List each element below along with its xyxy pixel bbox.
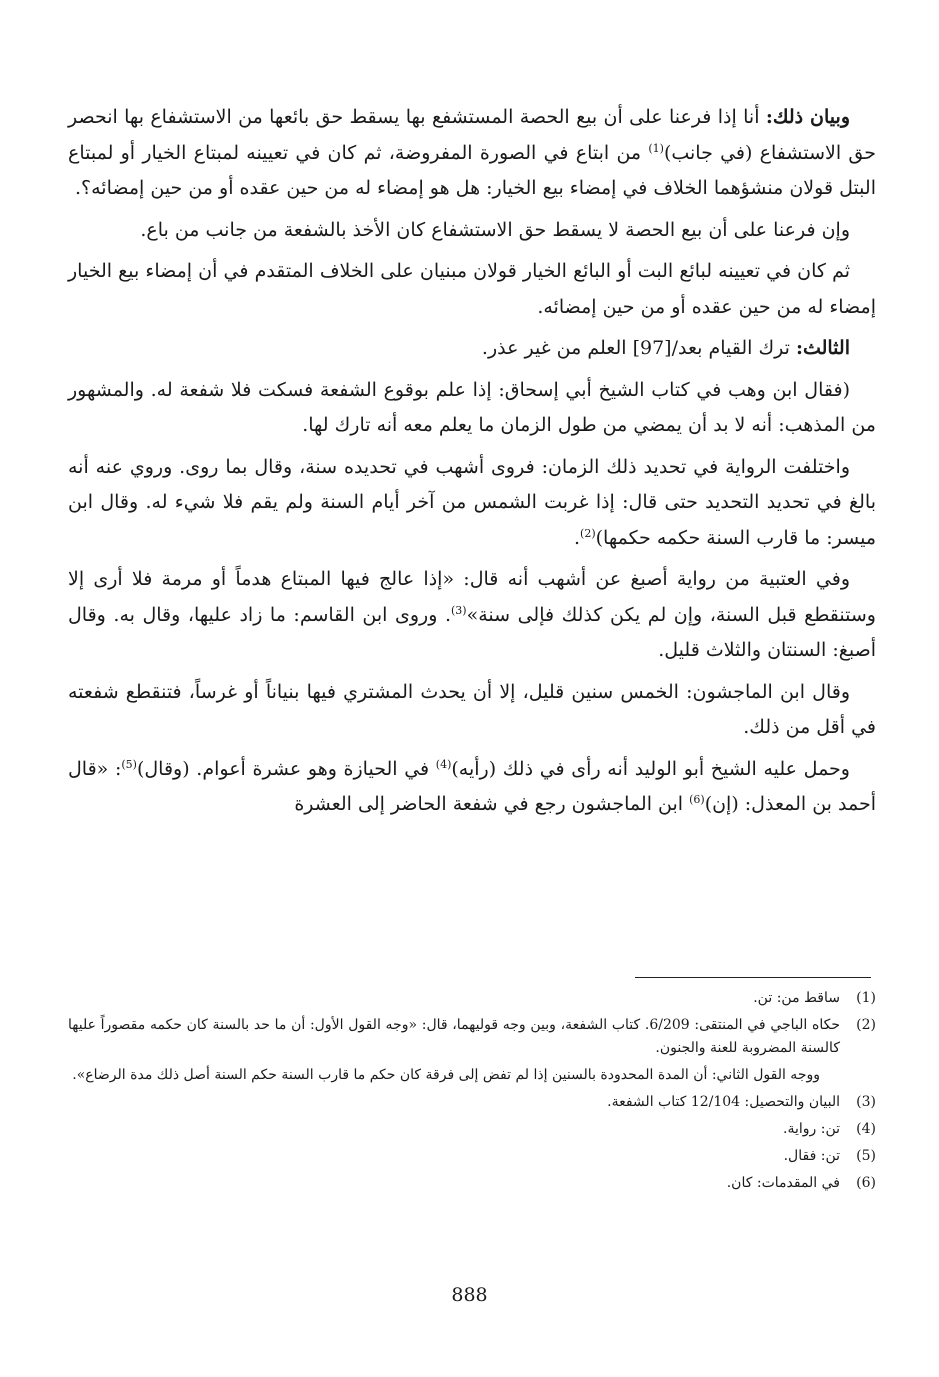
paragraph-5: (فقال ابن وهب في كتاب الشيخ أبي إسحاق: إذا علم بوقوع الشفعة فسكت فلا شفعة له. والمشهور من المذهب: أنه لا بد أن يمضي من طول الزمان ما يعلم معه أنه تارك لها. <box>68 378 876 436</box>
paragraph-6: واختلفت الرواية في تحديد ذلك الزمان: فروى أشهب في تحديده سنة، وقال بما روى. وروي عنه أنه بالغ في تحديد التحديد حتى قال: إذا غربت الشمس من آخر أيام السنة ولم يقم فلا شيء له. وقال ابن ميسر: ما قارب السنة حكمه حكمها)$^{(2)}$. <box>68 455 876 549</box>
footnote-ref: (3) <box>450 603 467 617</box>
footnote-text: ساقط من: تن. <box>753 990 840 1006</box>
paragraph-9: وحمل عليه الشيخ أبو الوليد أنه رأى في ذلك (رأيه)$^{(4)}$ في الحيازة وهو عشرة أعوام. (وقال)$^{(5)}$: «قال أحمد بن المعذل: (إن)$^{(6)}$ ابن الماجشون رجع في شفعة الحاضر إلى العشرة <box>68 757 876 815</box>
footnote-ref: (4) <box>435 757 452 771</box>
footnote-number: (3) <box>856 1094 876 1110</box>
footnote-item <box>68 1145 876 1168</box>
paragraph-7: وفي العتبية من رواية أصبغ عن أشهب أنه قال: «إذا عالج فيها المبتاع هدماً أو مرمة فلا أرى إلا وستنقطع قبل السنة، وإن لم يكن كذلك فإلى سنة»$^{(3)}$. وروى ابن القاسم: ما زاد عليها، وقال به. وقال أصبغ: السنتان والثلاث قليل. <box>68 568 876 661</box>
footnote-item <box>68 1172 876 1195</box>
footnote-text: تن: فقال. <box>783 1148 840 1164</box>
footnote-ref: (1) <box>648 141 664 155</box>
footnote-text: البيان والتحصيل: 12/104 كتاب الشفعة. <box>607 1094 840 1110</box>
footnote-number: (4) <box>856 1121 876 1137</box>
footnote-text: ووجه القول الثاني: أن المدة المحدودة بالسنين إذا لم تفض إلى فرقة كان حكم ما قارب السنة حكم السنة أصل ذلك مدة الرضاع». <box>72 1067 820 1083</box>
footnote-number: (1) <box>856 990 876 1006</box>
footnote-ref: (6) <box>689 793 705 806</box>
footnote-text: حكاه الباجي في المنتقى: 6/209. كتاب الشفعة، وبين وجه قوليهما، قال: «وجه القول الأول: أن ما حد بالسنة كان حكمه مقصوراً عليها كالسنة المضروبة للعنة والجنون. <box>68 1017 840 1056</box>
footnote-number: (2) <box>856 1017 876 1033</box>
footnote-item <box>68 1118 876 1141</box>
footnote-item <box>68 1091 876 1114</box>
paragraph-lead: وبيان ذلك: <box>765 106 850 128</box>
paragraph-3: ثم كان في تعيينه لبائع البت أو البائع الخيار قولان مبنيان على الخلاف المتقدم في أن إمضاء بيع الخيار إمضاء له من حين عقده أو من حين إمضائه. <box>68 260 876 318</box>
paragraph-2: وإن فرعنا على أن بيع الحصة لا يسقط حق الاستشفاع كان الأخذ بالشفعة من جانب من باع. <box>140 218 850 241</box>
paragraph-1: وبيان ذلك: أنا إذا فرعنا على أن بيع الحصة المستشفع بها يسقط حق بائعها من الاستشفاع بها انحصر حق الاستشفاع (في جانب)$^{(1)}$ من ابتاع في الصورة المفروضة، ثم كان في تعيينه لمبتاع الخيار أو لمبتاع البتل قولان منشؤهما الخلاف في إمضاء بيع الخيار: هل هو إمضاء له من حين عقده أو من حين إمضائه؟. <box>68 106 876 199</box>
paragraph-8: وقال ابن الماجشون: الخمس سنين قليل، إلا أن يحدث المشتري فيها بنياناً أو غرساً، فتنقطع شفعته في أقل من ذلك. <box>68 680 876 738</box>
footnote-ref: (2) <box>580 526 596 540</box>
footnote-item <box>68 987 876 1010</box>
footnote-divider <box>635 977 871 978</box>
footnote-item <box>68 1064 876 1087</box>
main-text <box>68 100 876 829</box>
paragraph-lead: الثالث: <box>795 337 850 359</box>
footnote-text: تن: رواية. <box>783 1121 840 1137</box>
paragraph-4: الثالث: ترك القيام بعد/[97] العلم من غير عذر. <box>481 337 850 359</box>
footnote-ref: (5) <box>121 757 137 771</box>
footnote-number: (5) <box>856 1148 876 1164</box>
footnote-item <box>68 1014 876 1060</box>
footnote-number <box>840 1064 876 1087</box>
footnote-number: (6) <box>856 1175 876 1191</box>
footnote-text: في المقدمات: كان. <box>726 1175 840 1191</box>
footnotes <box>68 987 876 1199</box>
page-number: 888 <box>451 1284 488 1306</box>
